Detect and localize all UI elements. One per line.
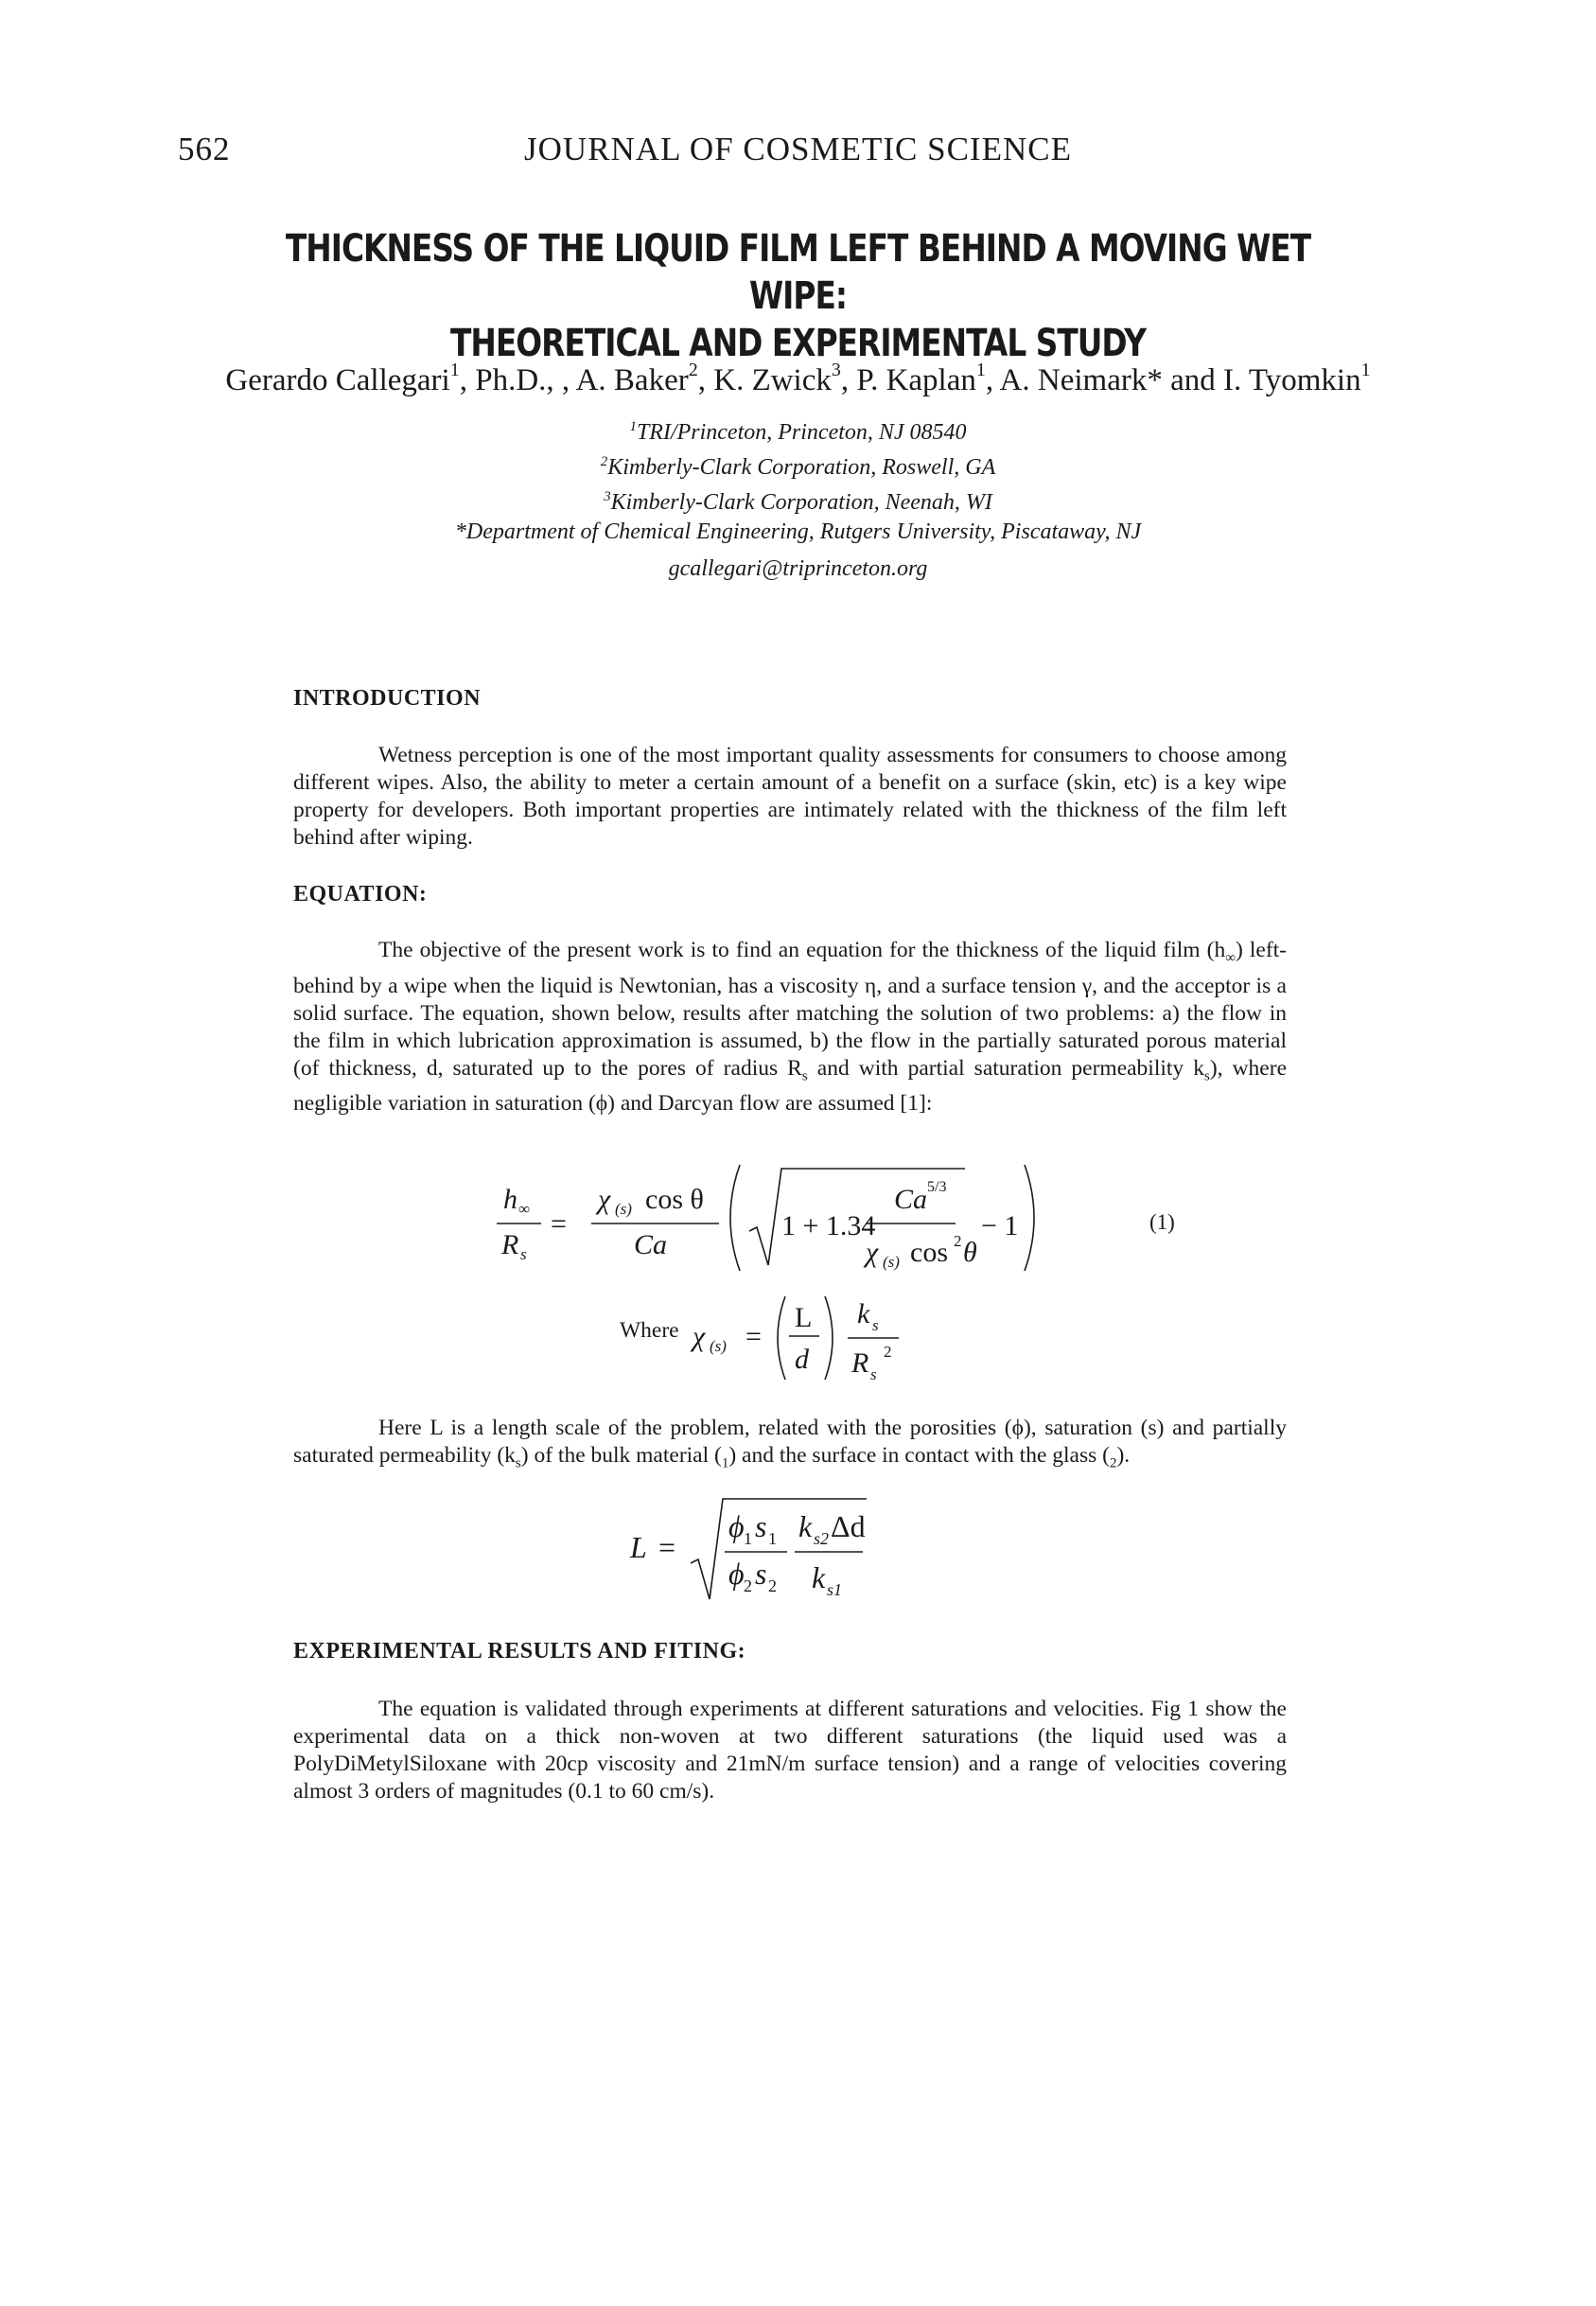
svg-text:s: s — [872, 1316, 879, 1334]
svg-text:cos: cos — [910, 1237, 948, 1268]
eq1-lhs-num: h — [503, 1184, 517, 1215]
svg-text:s: s — [755, 1509, 767, 1543]
svg-text:L: L — [795, 1302, 813, 1333]
title-line-1: THICKNESS OF THE LIQUID FILM LEFT BEHIND A MOVING WET WIPE: — [285, 227, 1311, 318]
svg-text:ϕ: ϕ — [728, 1509, 745, 1543]
author-list — [0, 360, 1596, 398]
svg-text:d: d — [795, 1344, 809, 1375]
equation-3 — [624, 1493, 870, 1607]
affiliation-4: *Department of Chemical Engineering, Rutgers University, Piscataway, NJ — [454, 519, 1142, 544]
svg-text:k: k — [857, 1298, 870, 1329]
equation-1-tail — [979, 1159, 1055, 1282]
svg-text:s1: s1 — [827, 1580, 843, 1599]
svg-text:∞: ∞ — [518, 1200, 531, 1218]
svg-text:s: s — [870, 1365, 877, 1383]
eq1-chi: χ — [598, 1184, 611, 1215]
svg-text:L: L — [630, 1530, 647, 1564]
svg-text:s2: s2 — [814, 1529, 830, 1548]
author-5-affil: 1 — [1360, 360, 1371, 380]
eq1-cos-theta: cos θ — [645, 1184, 704, 1215]
svg-text:s: s — [755, 1557, 767, 1591]
author-3: , K. Zwick — [697, 363, 832, 397]
svg-text:(s): (s) — [883, 1253, 900, 1271]
affiliation-1: $^1$TRI/Princeton, Princeton, NJ 08540 — [629, 419, 967, 445]
eq1-ca-den: Ca — [634, 1229, 668, 1260]
svg-text:=: = — [658, 1530, 676, 1564]
length-scale-paragraph: Here L is a length scale of the problem, related with the porosities (ϕ), saturation (s) and partially saturated permeability $(k_s)$ of the bulk material $(_1)$ and the surface in contact with the glass $(_2)$. — [293, 1416, 1287, 1471]
page-number: 562 — [178, 131, 231, 167]
intro-heading: INTRODUCTION — [293, 686, 482, 711]
affiliation-2: $^2$Kimberly-Clark Corporation, Roswell, GA — [600, 454, 996, 480]
svg-text:θ: θ — [963, 1237, 977, 1268]
title-line-2: THEORETICAL AND EXPERIMENTAL STUDY — [449, 322, 1147, 365]
paper-title — [283, 225, 1312, 367]
author-1: Gerardo Callegari — [225, 363, 450, 397]
svg-text:k: k — [798, 1509, 813, 1543]
svg-text:s: s — [520, 1245, 527, 1263]
affiliation-3: $^3$Kimberly-Clark Corporation, Neenah, WI — [604, 489, 992, 515]
svg-text:2: 2 — [884, 1343, 892, 1361]
svg-text:2: 2 — [744, 1576, 752, 1595]
svg-text:χ: χ — [693, 1321, 706, 1352]
eq1-ca-num: Ca — [894, 1184, 928, 1215]
svg-text:1: 1 — [768, 1529, 777, 1548]
svg-text:Δd: Δd — [831, 1509, 866, 1543]
eq1-one-plus: 1 + 1.34 — [781, 1210, 876, 1241]
contact-email: gcallegari@triprinceton.org — [668, 556, 928, 581]
svg-text:1: 1 — [744, 1529, 752, 1548]
equation-paragraph: The objective of the present work is to find an equation for the thickness of the liquid film $(h_\infty)$ left-behind by a wipe when the liquid is Newtonian, has a viscosity η, and a surface tension γ, and the acceptor is a solid surface. The equation, shown below, results after matching the solution of two problems: a) the flow in the film in which lubrication approximation is assumed, b) the flow in the partially saturated porous material (of thickness, d, saturated up to the pores of radius $R_s$ and with partial saturation permeability $k_s$), where negligible variation in saturation (ϕ) and Darcyan flow are assumed [1]: — [293, 938, 1288, 1117]
author-2: A. Baker — [575, 363, 689, 397]
eq1-minus-one: − 1 — [981, 1210, 1019, 1241]
author-1-suffix: , Ph.D., , — [459, 363, 576, 397]
author-5: , A. Neimark* and I. Tyomkin — [985, 363, 1361, 397]
svg-text:(s): (s) — [710, 1337, 727, 1355]
equation-1 — [492, 1159, 984, 1282]
author-4-affil: 1 — [975, 360, 986, 380]
intro-paragraph: Wetness perception is one of the most important quality assessments for consumers to choose among different wipes. Also, the ability to meter a certain amount of a benefit on a surface (skin, etc) is a key wipe property for developers. Both important properties are intimately related with the thickness of the film left behind after wiping. — [293, 743, 1287, 850]
eq1-lhs-den: R — [501, 1229, 519, 1260]
affiliations — [0, 413, 1596, 547]
svg-text:ϕ: ϕ — [728, 1557, 745, 1591]
svg-text:(s): (s) — [615, 1200, 632, 1218]
where-label: Where — [620, 1318, 679, 1343]
svg-text:=: = — [551, 1208, 567, 1240]
equation-heading: EQUATION: — [293, 882, 428, 907]
author-3-affil: 3 — [831, 360, 841, 380]
equation-2 — [689, 1289, 935, 1393]
author-1-affil: 1 — [449, 360, 460, 380]
svg-text:2: 2 — [954, 1232, 962, 1250]
svg-text:=: = — [745, 1321, 762, 1352]
author-2-affil: 2 — [688, 360, 698, 380]
author-4: , P. Kaplan — [840, 363, 976, 397]
journal-title: JOURNAL OF COSMETIC SCIENCE — [524, 131, 1072, 167]
svg-text:k: k — [812, 1560, 826, 1594]
results-heading: EXPERIMENTAL RESULTS AND FITING: — [293, 1639, 746, 1663]
svg-text:5/3: 5/3 — [927, 1179, 947, 1195]
svg-text:2: 2 — [768, 1576, 777, 1595]
svg-text:χ: χ — [866, 1237, 879, 1268]
svg-text:R: R — [851, 1347, 869, 1379]
results-paragraph: The equation is validated through experiments at different saturations and velocities. Fig 1 show the experimental data on a thick non-woven at two different saturations (the liquid used was a PolyDiMetylSiloxane with 20cp viscosity and 21mN/m surface tension) and a range of velocities covering almost 3 orders of magnitudes (0.1 to 60 cm/s). — [293, 1697, 1287, 1804]
equation-number: (1) — [1149, 1210, 1175, 1234]
